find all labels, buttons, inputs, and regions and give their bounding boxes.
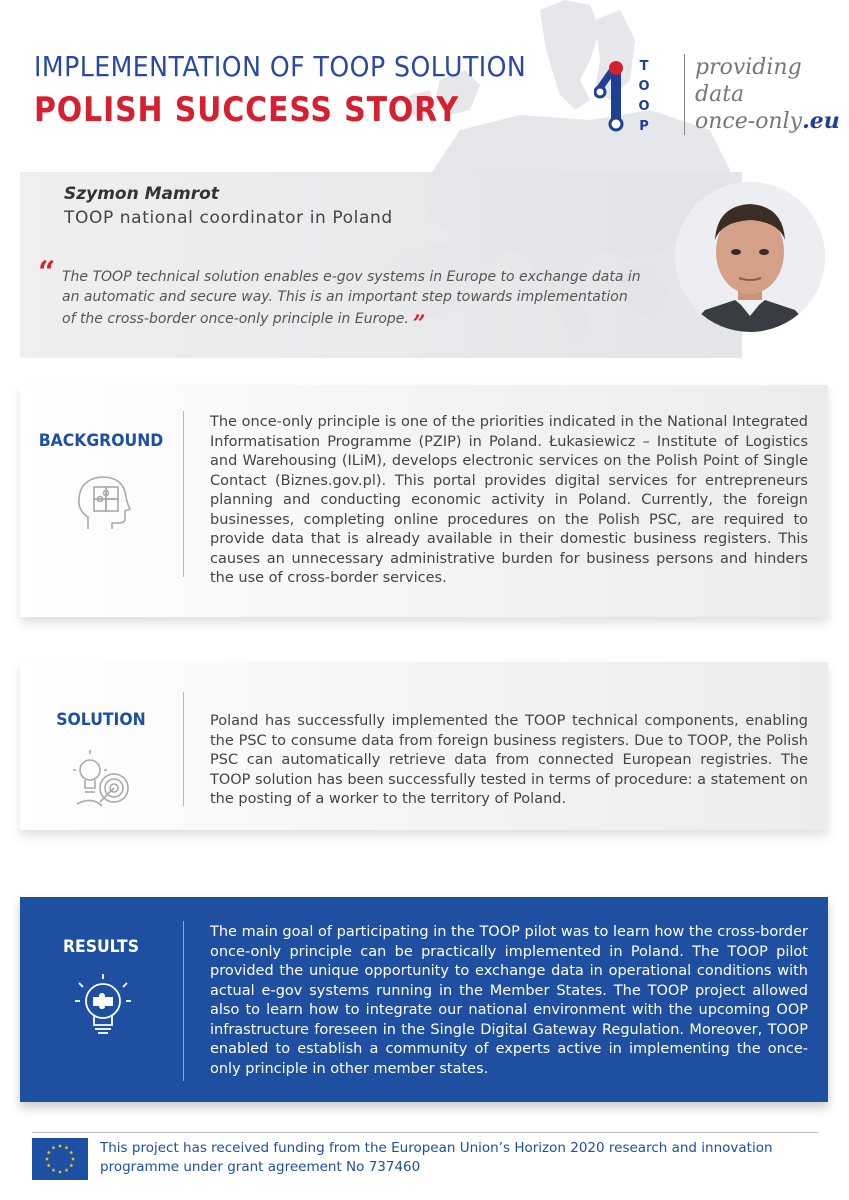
logo-letter-t: T (639, 59, 649, 74)
tagline-line3 (695, 108, 840, 135)
page-title-line1: IMPLEMENTATION OF TOOP SOLUTION (34, 50, 527, 83)
results-section (20, 897, 828, 1102)
logo-letter-p: P (639, 119, 649, 134)
page-title-line2: POLISH SUCCESS STORY (34, 90, 459, 130)
tagline-once-only: once-only (695, 109, 803, 134)
quote-text (62, 268, 642, 337)
solution-section (20, 662, 828, 830)
footer-divider (32, 1132, 818, 1133)
logo-letter-o1: O (638, 79, 650, 94)
solution-heading: SOLUTION (56, 710, 146, 730)
toop-logo (594, 54, 664, 134)
solution-divider (183, 692, 184, 806)
tagline-line1: providing (695, 55, 802, 80)
head-puzzle-icon (72, 471, 134, 533)
person-role: TOOP national coordinator in Poland (64, 208, 393, 228)
results-divider (183, 921, 184, 1081)
person-name: Szymon Mamrot (64, 184, 219, 204)
lightbulb-target-icon (72, 748, 134, 808)
logo-letter-o2: O (638, 99, 650, 114)
open-quote-mark: “ (38, 255, 56, 290)
portrait-photo (675, 182, 825, 332)
background-divider (183, 411, 184, 577)
close-quote-mark: ” (412, 311, 426, 337)
funding-statement: This project has received funding from the European Union’s Horizon 2020 research and innovation programme under grant agreement No 737460 (100, 1140, 773, 1175)
background-text: The once-only principle is one of the priorities indicated in the National Integrated Informatisation Programme (PZIP) in Poland. Łukasiewicz – Institute of Logistics and Warehousing (ILiM), develops electronic services on the Polish Point of Single Contact (Biznes.gov.pl). This portal provides digital services for entrepreneurs planning and conducting economic activity in Poland. Currently, the foreign businesses, completing online procedures on the Polish PSC, are required to provide data that is already available in their domestic business registers. This causes an unnecessary administrative burden for business persons and hinders the use of cross-border services. (210, 414, 808, 586)
results-text: The main goal of participating in the TOOP pilot was to learn how the cross-border once-only principle can be practically implemented in Poland. The TOOP pilot provided the unique opportunity to exchange data in operational conditions with actual e-gov systems running in the Member States. The TOOP project allowed also to learn how to integrate our national environment with the upcoming OOP infrastructure foreseen in the Single Digital Gateway Regulation. Moreover, TOOP enabled to establish a community of experts active in implementing the once-only principle in other member states. (210, 924, 808, 1077)
eu-flag-icon (32, 1138, 88, 1180)
background-heading: BACKGROUND (38, 431, 164, 451)
results-heading: RESULTS (62, 937, 139, 957)
solution-text: Poland has successfully implemented the TOOP technical components, enabling the PSC to consume data from foreign business registers. Due to TOOP, the Polish PSC can automatically retrieve data from connected European registries. The TOOP solution has been successfully tested in terms of procedure: a statement on the posting of a worker to the territory of Poland. (210, 713, 808, 807)
background-section (20, 385, 828, 617)
portrait-illustration (675, 182, 825, 332)
tagline-line2: data (695, 82, 745, 107)
quote-body: The TOOP technical solution enables e-gov systems in Europe to exchange data in an automatic and secure way. This is an important step towards implementation of the cross-border once-only principle in Europe. (62, 269, 641, 327)
logo-tagline (684, 54, 840, 135)
lightbulb-puzzle-icon (72, 973, 134, 1039)
tagline-eu: .eu (802, 108, 840, 134)
